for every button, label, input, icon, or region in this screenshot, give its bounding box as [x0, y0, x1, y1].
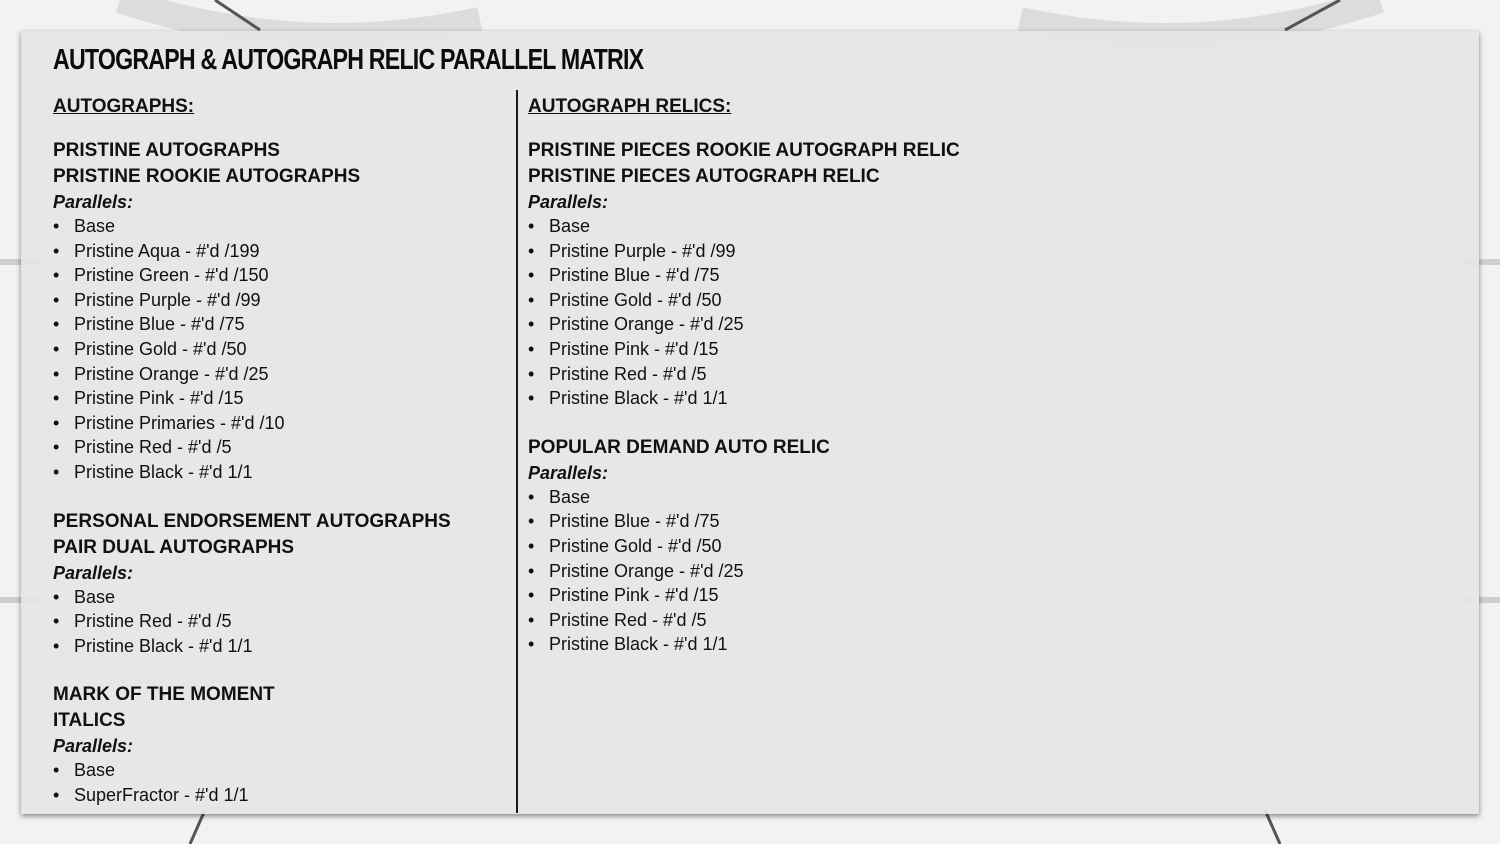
- list-item: • Pristine Pink - #'d /15: [53, 386, 508, 411]
- list-item: • Pristine Primaries - #'d /10: [53, 411, 508, 436]
- pristine-pieces-section: [528, 138, 1228, 411]
- list-item: • Base: [528, 214, 1228, 239]
- set-name: MARK OF THE MOMENT: [53, 684, 275, 706]
- parallels-list: [53, 758, 508, 807]
- list-item: • Pristine Orange - #'d /25: [53, 362, 508, 387]
- parallels-label: Parallels:: [53, 192, 134, 212]
- list-item: • Pristine Black - #'d 1/1: [528, 632, 1228, 657]
- parallels-label: Parallels:: [53, 736, 134, 757]
- popular-demand-section: [528, 435, 1228, 657]
- parallels-label: Parallels:: [53, 562, 134, 583]
- list-item: • SuperFractor - #'d 1/1: [53, 783, 508, 808]
- list-item: • Pristine Black - #'d 1/1: [528, 386, 1228, 411]
- list-item: • Pristine Purple - #'d /99: [528, 239, 1228, 264]
- autographs-column: [53, 94, 508, 832]
- set-name: PERSONAL ENDORSEMENT AUTOGRAPHS: [53, 510, 451, 532]
- page-title: AUTOGRAPH & AUTOGRAPH RELIC PARALLEL MATRIX: [53, 44, 644, 76]
- list-item: • Pristine Green - #'d /150: [53, 263, 508, 288]
- set-name: PRISTINE AUTOGRAPHS: [53, 140, 280, 161]
- column-divider: [516, 90, 518, 813]
- list-item: • Pristine Aqua - #'d /199: [53, 239, 508, 264]
- list-item: • Pristine Red - #'d /5: [53, 609, 508, 634]
- parallels-list: [528, 485, 1228, 657]
- set-name: PRISTINE PIECES ROOKIE AUTOGRAPH RELIC: [528, 140, 960, 161]
- list-item: • Pristine Black - #'d 1/1: [53, 460, 508, 485]
- list-item: • Pristine Red - #'d /5: [528, 608, 1228, 633]
- list-item: • Pristine Orange - #'d /25: [528, 559, 1228, 584]
- list-item: • Pristine Black - #'d 1/1: [53, 634, 508, 659]
- list-item: • Pristine Pink - #'d /15: [528, 337, 1228, 362]
- autographs-heading: AUTOGRAPHS:: [53, 96, 195, 117]
- list-item: • Pristine Orange - #'d /25: [528, 312, 1228, 337]
- list-item: • Pristine Pink - #'d /15: [528, 583, 1228, 608]
- parallels-list: [53, 214, 508, 485]
- mark-of-the-moment-section: [53, 682, 508, 807]
- set-name: PRISTINE PIECES AUTOGRAPH RELIC: [528, 166, 880, 187]
- list-item: • Pristine Gold - #'d /50: [528, 288, 1228, 313]
- set-name: PRISTINE ROOKIE AUTOGRAPHS: [53, 166, 361, 187]
- personal-endorsement-section: [53, 509, 508, 659]
- autograph-relics-heading: AUTOGRAPH RELICS:: [528, 96, 732, 117]
- list-item: • Pristine Gold - #'d /50: [53, 337, 508, 362]
- pristine-autographs-section: [53, 138, 508, 485]
- list-item: • Pristine Gold - #'d /50: [528, 534, 1228, 559]
- list-item: • Pristine Blue - #'d /75: [53, 312, 508, 337]
- parallels-list: [528, 214, 1228, 411]
- list-item: • Pristine Blue - #'d /75: [528, 509, 1228, 534]
- autograph-relics-column: [528, 94, 1228, 681]
- parallels-list: [53, 585, 508, 659]
- list-item: • Pristine Blue - #'d /75: [528, 263, 1228, 288]
- list-item: • Base: [53, 758, 508, 783]
- parallels-label: Parallels:: [528, 192, 609, 212]
- list-item: • Base: [528, 485, 1228, 510]
- set-name: ITALICS: [53, 710, 126, 732]
- list-item: • Base: [53, 585, 508, 610]
- set-name: PAIR DUAL AUTOGRAPHS: [53, 536, 295, 558]
- list-item: • Pristine Red - #'d /5: [528, 362, 1228, 387]
- set-name: POPULAR DEMAND AUTO RELIC: [528, 436, 830, 458]
- list-item: • Pristine Purple - #'d /99: [53, 288, 508, 313]
- matrix-panel: [21, 31, 1479, 814]
- list-item: • Base: [53, 214, 508, 239]
- parallels-label: Parallels:: [528, 462, 609, 483]
- list-item: • Pristine Red - #'d /5: [53, 435, 508, 460]
